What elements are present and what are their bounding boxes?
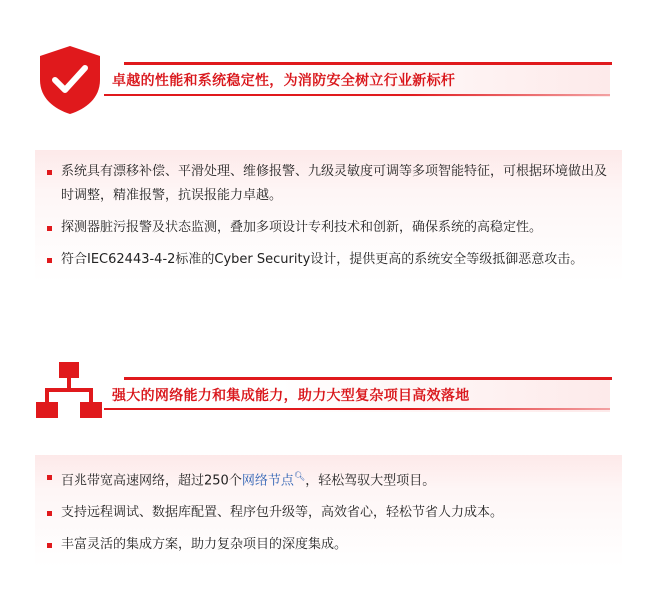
network-node-link[interactable]: 网络节点 [241, 473, 294, 489]
list-item-text: 丰富灵活的集成方案，助力复杂项目的深度集成。 [61, 537, 348, 553]
section-title: 卓越的性能和系统稳定性，为消防安全树立行业新标杆 [112, 73, 456, 89]
list-item [41, 501, 608, 525]
title-underline [104, 408, 610, 410]
list-item [41, 248, 608, 272]
list-item [41, 160, 608, 208]
feature-panel [35, 150, 622, 315]
feature-panel [35, 455, 622, 595]
shield-check-icon [36, 44, 104, 116]
bullet-icon [47, 475, 52, 480]
section-title: 强大的网络能力和集成能力，助力大型复杂项目高效落地 [112, 388, 470, 404]
bullet-icon [47, 258, 52, 263]
bullet-icon [47, 543, 52, 548]
bullet-icon [47, 226, 52, 231]
list-item-text: 符合IEC62443-4-2标准的Cyber Security设计，提供更高的系统安全等级抵御恶意攻击。 [61, 252, 584, 267]
title-underline [104, 94, 610, 96]
list-item [41, 216, 608, 240]
network-hierarchy-icon [34, 360, 104, 422]
list-item-text: 系统具有漂移补偿、平滑处理、维修报警、九级灵敏度可调等多项智能特征，可根据环境做出及时调整，精准报警，抗误报能力卓越。 [61, 164, 608, 203]
bullet-icon [47, 511, 52, 516]
list-item [41, 465, 608, 493]
list-item [41, 533, 608, 557]
list-item-text: ，轻松驾驭大型项目。 [305, 473, 436, 489]
bullet-icon [47, 170, 52, 175]
title-accent-line [124, 62, 612, 65]
list-item-text: 探测器脏污报警及状态监测，叠加多项设计专利技术和创新，确保系统的高稳定性。 [61, 220, 543, 235]
list-item-text: 支持远程调试、数据库配置、程序包升级等，高效省心，轻松节省人力成本。 [61, 505, 504, 521]
search-icon[interactable]: 🔍︎ [293, 472, 306, 482]
title-accent-line [124, 377, 612, 380]
list-item-text: 百兆带宽高速网络，超过250个 [61, 473, 242, 489]
section-network [0, 330, 670, 609]
